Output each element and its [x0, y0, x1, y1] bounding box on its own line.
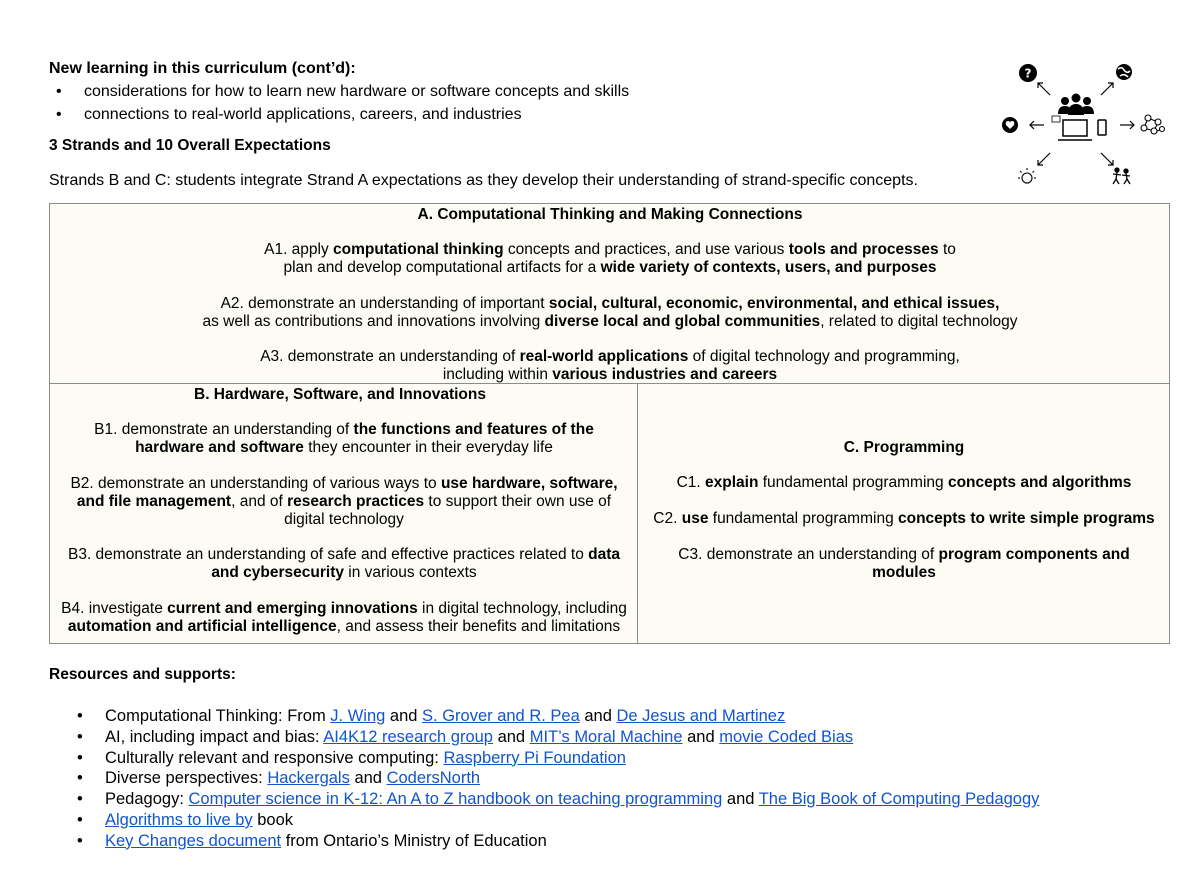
- list-item: • Computational Thinking: From J. Wing and S. Grover and R. Pea and De Jesus and Martinez: [74, 706, 1039, 727]
- list-item: • AI, including impact and bias: AI4K12 research group and MIT’s Moral Machine and movie Coded Bias: [74, 727, 1039, 748]
- expectation-a2: A2. demonstrate an understanding of important social, cultural, economic, environmental, and ethical issues, as well as contributions and innovations involving diverse local and global communities, related to digital technology: [202, 295, 1018, 330]
- svg-text:?: ?: [1024, 66, 1032, 81]
- strand-a-title: A. Computational Thinking and Making Connections: [417, 206, 803, 223]
- phone-icon: [1098, 120, 1106, 135]
- people-activity-icon: [1113, 168, 1130, 184]
- link-grover-pea[interactable]: S. Grover and R. Pea: [422, 707, 580, 725]
- link-big-book-pedagogy[interactable]: The Big Book of Computing Pedagogy: [758, 790, 1040, 809]
- arrow-icon: [1030, 83, 1134, 165]
- strand-b-title: B. Hardware, Software, and Innovations: [194, 386, 486, 403]
- expectation-b2: B2. demonstrate an understanding of various ways to use hardware, software, and file management, and of research practices to support their own use of digital technology: [70, 475, 618, 528]
- globe-icon: [1116, 64, 1132, 80]
- link-algorithms-to-live-by[interactable]: Algorithms to live by: [105, 810, 253, 829]
- expectation-c1: C1. explain fundamental programming concepts and algorithms: [676, 474, 1132, 491]
- strand-c-title: C. Programming: [843, 439, 965, 456]
- new-learning-list: [52, 80, 629, 126]
- list-item: • Algorithms to live by book: [74, 810, 1039, 831]
- network-icon: [1141, 115, 1165, 134]
- list-item: • Culturally relevant and responsive computing: Raspberry Pi Foundation: [74, 748, 1039, 769]
- list-item: • connections to real-world applications, careers, and industries: [52, 103, 629, 126]
- resources-list: [74, 706, 1039, 852]
- expectation-a1: A1. apply computational thinking concepts and practices, and use various tools and processes to plan and develop computational artifacts for a wide variety of contexts, users, and purposes: [264, 241, 956, 276]
- page-title: New learning in this curriculum (cont’d):: [49, 60, 356, 77]
- link-key-changes-document[interactable]: Key Changes document: [105, 831, 282, 850]
- link-raspberry-pi[interactable]: Raspberry Pi Foundation: [443, 748, 626, 767]
- strands-intro: Strands B and C: students integrate Strand A expectations as they develop their understanding of strand-specific concepts.: [49, 172, 918, 189]
- link-de-jesus-martinez[interactable]: De Jesus and Martinez: [616, 707, 786, 725]
- link-cs-k12-handbook[interactable]: Computer science in K-12: An A to Z handbook on teaching programming: [188, 790, 723, 809]
- link-j-wing[interactable]: J. Wing: [330, 707, 386, 725]
- strands-heading: 3 Strands and 10 Overall Expectations: [49, 137, 331, 154]
- expectation-b1: B1. demonstrate an understanding of the functions and features of the hardware and software they encounter in their everyday life: [94, 421, 594, 456]
- expectation-a3: A3. demonstrate an understanding of real-world applications of digital technology and programming, including within various industries and careers: [260, 348, 960, 383]
- link-coded-bias[interactable]: movie Coded Bias: [719, 727, 854, 746]
- strand-a-panel: [49, 203, 1170, 384]
- list-item: • Key Changes document from Ontario’s Ministry of Education: [74, 831, 1039, 852]
- lightbulb-icon: [1018, 168, 1036, 183]
- list-item: • Diverse perspectives: Hackergals and CodersNorth: [74, 768, 1039, 789]
- curriculum-icon-diagram: [1000, 58, 1170, 193]
- expectation-b4: B4. investigate current and emerging innovations in digital technology, including automation and artificial intelligence, and assess their benefits and limitations: [61, 600, 627, 635]
- laptop-icon: [1052, 116, 1092, 140]
- link-codersnorth[interactable]: CodersNorth: [386, 769, 481, 788]
- strand-c-panel: [637, 383, 1170, 644]
- list-item: • Pedagogy: Computer science in K-12: An A to Z handbook on teaching programming and The Big Book of Computing Pedagogy: [74, 789, 1039, 810]
- link-ai4k12[interactable]: AI4K12 research group: [323, 727, 493, 746]
- heart-icon: [1002, 117, 1018, 133]
- people-icon: [1058, 94, 1094, 116]
- expectation-c3: C3. demonstrate an understanding of program components and modules: [678, 546, 1130, 581]
- list-item: • considerations for how to learn new hardware or software concepts and skills: [52, 80, 629, 103]
- question-icon: [1019, 64, 1037, 82]
- link-hackergals[interactable]: Hackergals: [267, 769, 350, 788]
- expectation-c2: C2. use fundamental programming concepts to write simple programs: [653, 510, 1155, 527]
- expectation-b3: B3. demonstrate an understanding of safe and effective practices related to data and cybersecurity in various contexts: [67, 546, 621, 581]
- strand-b-panel: [49, 383, 638, 644]
- resources-heading: Resources and supports:: [49, 666, 236, 683]
- link-moral-machine[interactable]: MIT’s Moral Machine: [529, 727, 683, 746]
